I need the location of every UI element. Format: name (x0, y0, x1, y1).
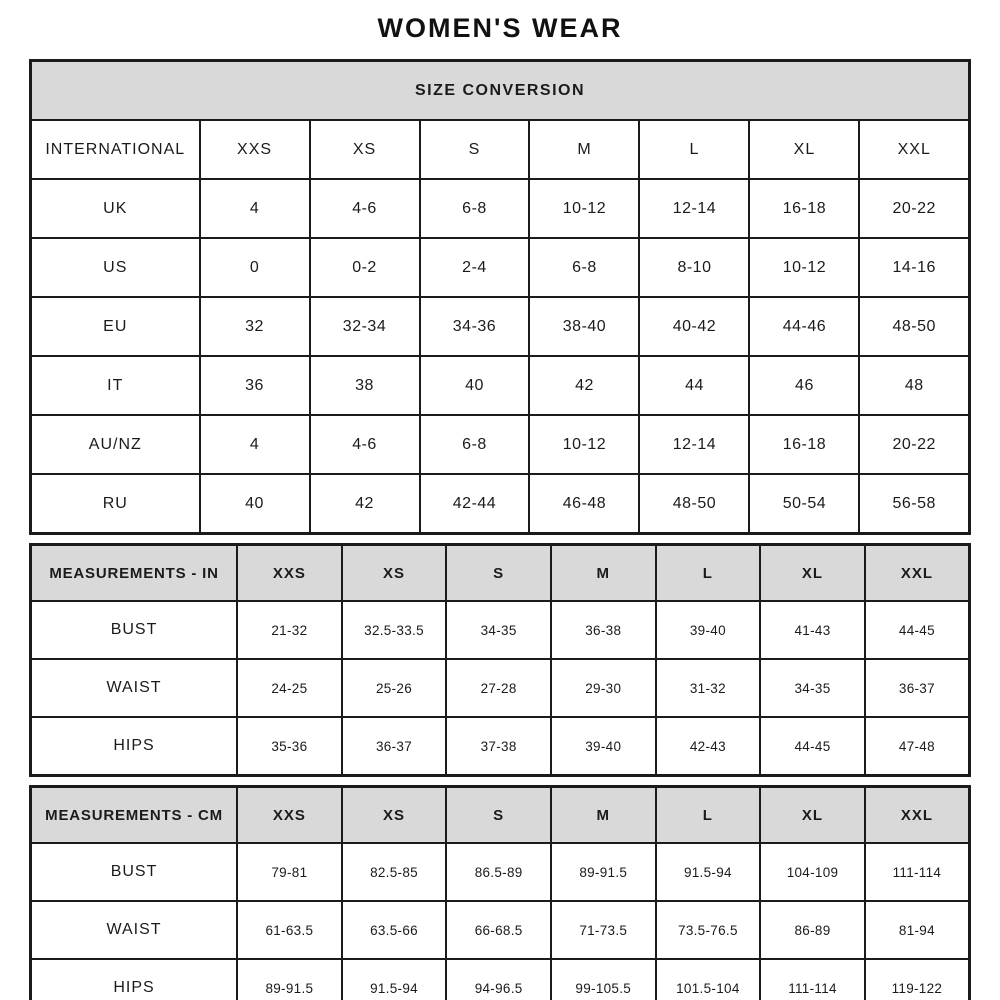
row-label-eu: EU (31, 297, 200, 356)
measurement-value-cell: 111-114 (865, 843, 970, 901)
measurement-value-cell: 44-45 (760, 717, 865, 776)
size-value-cell: 4 (200, 179, 310, 238)
page-title: WOMEN'S WEAR (377, 13, 623, 43)
size-value-cell: 34-36 (420, 297, 530, 356)
size-value-cell: 10-12 (529, 415, 639, 474)
measurement-value-cell: 21-32 (237, 601, 342, 659)
measurement-value-cell: 39-40 (656, 601, 761, 659)
measurement-value-cell: 119-122 (865, 959, 970, 1000)
column-header-row (31, 545, 970, 602)
table-row (31, 179, 970, 238)
size-value-cell: 48 (859, 356, 969, 415)
size-value-cell: 12-14 (639, 179, 749, 238)
column-header-xs: XS (342, 787, 447, 844)
size-value-cell: 38 (310, 356, 420, 415)
measurement-value-cell: 63.5-66 (342, 901, 447, 959)
measurement-value-cell: 89-91.5 (237, 959, 342, 1000)
size-value-cell: 42-44 (420, 474, 530, 534)
measurement-value-cell: 29-30 (551, 659, 656, 717)
row-label-uk: UK (31, 179, 200, 238)
measurement-value-cell: 24-25 (237, 659, 342, 717)
measurement-value-cell: 34-35 (446, 601, 551, 659)
measurement-value-cell: 104-109 (760, 843, 865, 901)
measurement-value-cell: 94-96.5 (446, 959, 551, 1000)
table-row (31, 601, 970, 659)
column-header-l: L (639, 120, 749, 179)
size-value-cell: 10-12 (749, 238, 859, 297)
column-header-xxl: XXL (865, 787, 970, 844)
column-header-s: S (446, 787, 551, 844)
column-header-xxs: XXS (237, 787, 342, 844)
size-value-cell: 46 (749, 356, 859, 415)
column-header-xs: XS (342, 545, 447, 602)
table-row (31, 297, 970, 356)
size-value-cell: 32 (200, 297, 310, 356)
measurement-value-cell: 47-48 (865, 717, 970, 776)
size-value-cell: 12-14 (639, 415, 749, 474)
table-row (31, 356, 970, 415)
measurement-value-cell: 99-105.5 (551, 959, 656, 1000)
size-value-cell: 6-8 (420, 415, 530, 474)
measurement-value-cell: 111-114 (760, 959, 865, 1000)
column-header-m: M (529, 120, 639, 179)
size-value-cell: 46-48 (529, 474, 639, 534)
measurement-value-cell: 36-37 (342, 717, 447, 776)
measurement-value-cell: 86-89 (760, 901, 865, 959)
row-label-bust: BUST (31, 601, 238, 659)
table-row (31, 843, 970, 901)
row-label-waist: WAIST (31, 659, 238, 717)
column-header-xl: XL (760, 787, 865, 844)
measurement-value-cell: 39-40 (551, 717, 656, 776)
measurements-in-table (29, 543, 971, 777)
measurement-value-cell: 66-68.5 (446, 901, 551, 959)
measurement-value-cell: 31-32 (656, 659, 761, 717)
column-header-m: M (551, 545, 656, 602)
row-label-waist: WAIST (31, 901, 238, 959)
measurements-cm-table (29, 785, 971, 1000)
measurement-value-cell: 71-73.5 (551, 901, 656, 959)
size-value-cell: 48-50 (859, 297, 969, 356)
size-value-cell: 40-42 (639, 297, 749, 356)
section-title-measurements-cm-table: MEASUREMENTS - CM (31, 787, 238, 844)
measurement-value-cell: 25-26 (342, 659, 447, 717)
size-value-cell: 40 (420, 356, 530, 415)
size-value-cell: 4-6 (310, 179, 420, 238)
column-header-l: L (656, 787, 761, 844)
measurement-value-cell: 34-35 (760, 659, 865, 717)
row-label-hips: HIPS (31, 959, 238, 1000)
column-header-international: INTERNATIONAL (31, 120, 200, 179)
size-value-cell: 38-40 (529, 297, 639, 356)
size-conversion-table (29, 59, 971, 535)
column-header-row (31, 787, 970, 844)
measurement-value-cell: 36-37 (865, 659, 970, 717)
size-value-cell: 40 (200, 474, 310, 534)
column-header-s: S (420, 120, 530, 179)
size-value-cell: 16-18 (749, 415, 859, 474)
section-title-size-conversion: SIZE CONVERSION (31, 61, 970, 121)
measurement-value-cell: 35-36 (237, 717, 342, 776)
size-value-cell: 2-4 (420, 238, 530, 297)
row-label-au-nz: AU/NZ (31, 415, 200, 474)
row-label-ru: RU (31, 474, 200, 534)
measurement-value-cell: 32.5-33.5 (342, 601, 447, 659)
measurement-value-cell: 37-38 (446, 717, 551, 776)
measurement-value-cell: 82.5-85 (342, 843, 447, 901)
size-value-cell: 50-54 (749, 474, 859, 534)
table-row (31, 959, 970, 1000)
size-value-cell: 8-10 (639, 238, 749, 297)
measurement-value-cell: 44-45 (865, 601, 970, 659)
size-value-cell: 6-8 (529, 238, 639, 297)
size-value-cell: 14-16 (859, 238, 969, 297)
column-header-m: M (551, 787, 656, 844)
size-value-cell: 20-22 (859, 179, 969, 238)
size-value-cell: 42 (310, 474, 420, 534)
size-value-cell: 0 (200, 238, 310, 297)
table-row (31, 717, 970, 776)
size-value-cell: 44 (639, 356, 749, 415)
row-label-it: IT (31, 356, 200, 415)
size-value-cell: 42 (529, 356, 639, 415)
measurement-value-cell: 86.5-89 (446, 843, 551, 901)
size-value-cell: 6-8 (420, 179, 530, 238)
measurement-value-cell: 91.5-94 (656, 843, 761, 901)
column-header-row (31, 120, 970, 179)
row-label-us: US (31, 238, 200, 297)
row-label-bust: BUST (31, 843, 238, 901)
size-value-cell: 20-22 (859, 415, 969, 474)
row-label-hips: HIPS (31, 717, 238, 776)
size-value-cell: 48-50 (639, 474, 749, 534)
size-value-cell: 10-12 (529, 179, 639, 238)
measurement-value-cell: 89-91.5 (551, 843, 656, 901)
measurement-value-cell: 61-63.5 (237, 901, 342, 959)
table-row (31, 659, 970, 717)
column-header-xxs: XXS (237, 545, 342, 602)
measurement-value-cell: 73.5-76.5 (656, 901, 761, 959)
column-header-xs: XS (310, 120, 420, 179)
size-value-cell: 16-18 (749, 179, 859, 238)
measurement-value-cell: 81-94 (865, 901, 970, 959)
section-header-row (31, 61, 970, 121)
size-value-cell: 4-6 (310, 415, 420, 474)
column-header-xl: XL (749, 120, 859, 179)
table-row (31, 474, 970, 534)
measurement-value-cell: 101.5-104 (656, 959, 761, 1000)
table-row (31, 901, 970, 959)
size-value-cell: 4 (200, 415, 310, 474)
measurement-value-cell: 91.5-94 (342, 959, 447, 1000)
measurement-value-cell: 79-81 (237, 843, 342, 901)
measurement-value-cell: 41-43 (760, 601, 865, 659)
measurement-value-cell: 36-38 (551, 601, 656, 659)
measurement-value-cell: 27-28 (446, 659, 551, 717)
column-header-s: S (446, 545, 551, 602)
column-header-l: L (656, 545, 761, 602)
size-value-cell: 36 (200, 356, 310, 415)
size-value-cell: 56-58 (859, 474, 969, 534)
size-value-cell: 0-2 (310, 238, 420, 297)
section-title-measurements-in-table: MEASUREMENTS - IN (31, 545, 238, 602)
column-header-xxl: XXL (859, 120, 969, 179)
table-row (31, 415, 970, 474)
table-row (31, 238, 970, 297)
size-value-cell: 44-46 (749, 297, 859, 356)
measurement-value-cell: 42-43 (656, 717, 761, 776)
column-header-xxs: XXS (200, 120, 310, 179)
size-value-cell: 32-34 (310, 297, 420, 356)
column-header-xxl: XXL (865, 545, 970, 602)
column-header-xl: XL (760, 545, 865, 602)
